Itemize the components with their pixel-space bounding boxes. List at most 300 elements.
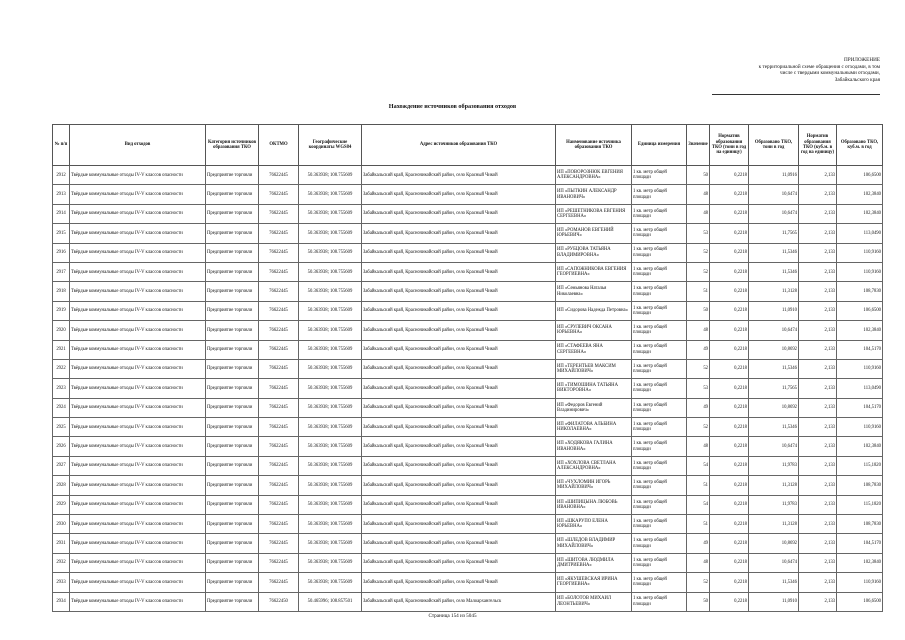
generated-tonnes-cell: 10,6474 [749, 553, 799, 572]
generated-tonnes-cell: 11,3128 [749, 515, 799, 534]
unit-cell: 1 кв. метр общей площади [632, 573, 687, 592]
coordinates-cell: 50.363938; 108.755609 [299, 418, 362, 437]
source-name-cell: ИП «ШИТОВА ЛЮДМИЛА ДМИТРИЕВНА» [556, 553, 632, 572]
table-row [53, 495, 883, 514]
table-row [53, 418, 883, 437]
norm-tonnes-cell: 0,2218 [710, 166, 749, 185]
generated-tonnes-cell: 11,7565 [749, 224, 799, 243]
generated-cubic-cell: 104,5170 [837, 398, 883, 417]
coordinates-cell: 50.363938; 108.755609 [299, 321, 362, 340]
waste-type-cell: Твёрдые коммунальные отходы IV-V классов опасности [70, 553, 206, 572]
address-cell: Забайкальский край, Красночикойский район, село Красный Чикой [362, 553, 556, 572]
oktmo-cell: 76622445 [259, 166, 299, 185]
unit-cell: 1 кв. метр общей площади [632, 166, 687, 185]
waste-type-cell: Твёрдые коммунальные отходы IV-V классов опасности [70, 359, 206, 378]
norm-cubic-cell: 2,133 [799, 282, 837, 301]
header-norm-cubic: Норматив образования ТКО (куб.м. в год на единицу) [799, 125, 837, 166]
address-cell: Забайкальский край, Красночикойский район, село Красный Чикой [362, 321, 556, 340]
table-row [53, 573, 883, 592]
generated-cubic-cell: 110,9160 [837, 418, 883, 437]
generated-tonnes-cell: 11,5346 [749, 418, 799, 437]
waste-type-cell: Твёрдые коммунальные отходы IV-V классов опасности [70, 321, 206, 340]
value-cell: 52 [687, 573, 710, 592]
generated-tonnes-cell: 11,9783 [749, 495, 799, 514]
unit-cell: 1 кв. метр общей площади [632, 359, 687, 378]
unit-cell: 1 кв. метр общей площади [632, 515, 687, 534]
generated-tonnes-cell: 11,9783 [749, 456, 799, 475]
table-row [53, 359, 883, 378]
generated-cubic-cell: 115,1820 [837, 495, 883, 514]
norm-cubic-cell: 2,133 [799, 321, 837, 340]
table-row [53, 398, 883, 417]
source-category-cell: Предприятие торговли [206, 359, 259, 378]
source-name-cell: ИП «САПОЖНИКОВА ЕВГЕНИЯ ГЕОРГИЕВНА» [556, 262, 632, 281]
generated-tonnes-cell: 11,0916 [749, 166, 799, 185]
source-name-cell: ИП «ФИЛАТОВА АЛЬБИНА НИКОЛАЕВНА» [556, 418, 632, 437]
coordinates-cell: 50.363938; 108.755609 [299, 456, 362, 475]
unit-cell: 1 кв. метр общей площади [632, 456, 687, 475]
source-name-cell: ИП «ШЛЕДОВ ВЛАДИМИР МИХАЙЛОВИЧ» [556, 534, 632, 553]
unit-cell: 1 кв. метр общей площади [632, 418, 687, 437]
coordinates-cell: 50.363938; 108.755609 [299, 553, 362, 572]
value-cell: 48 [687, 553, 710, 572]
address-cell: Забайкальский край, Красночикойский район, село Красный Чикой [362, 282, 556, 301]
table-row [53, 282, 883, 301]
norm-tonnes-cell: 0,2218 [710, 340, 749, 359]
norm-tonnes-cell: 0,2218 [710, 359, 749, 378]
coordinates-cell: 50.363938; 108.755609 [299, 301, 362, 320]
oktmo-cell: 76622445 [259, 301, 299, 320]
source-category-cell: Предприятие торговли [206, 379, 259, 398]
appendix-block [690, 57, 880, 83]
generated-cubic-cell: 104,5170 [837, 340, 883, 359]
coordinates-cell: 50.363938; 108.755609 [299, 243, 362, 262]
row-number-cell: 2922 [53, 359, 70, 378]
address-cell: Забайкальский край, Красночикойский район, село Красный Чикой [362, 534, 556, 553]
row-number-cell: 2923 [53, 379, 70, 398]
coordinates-cell: 50.363938; 108.755609 [299, 282, 362, 301]
norm-tonnes-cell: 0,2218 [710, 592, 749, 611]
unit-cell: 1 кв. метр общей площади [632, 495, 687, 514]
row-number-cell: 2918 [53, 282, 70, 301]
coordinates-cell: 50.363938; 108.755609 [299, 359, 362, 378]
source-name-cell: ИП «Семьянова Наталья Николаевна» [556, 282, 632, 301]
address-cell: Забайкальский край, Красночикойский район, село Красный Чикой [362, 573, 556, 592]
waste-type-cell: Твёрдые коммунальные отходы IV-V классов опасности [70, 379, 206, 398]
value-cell: 49 [687, 340, 710, 359]
unit-cell: 1 кв. метр общей площади [632, 243, 687, 262]
source-category-cell: Предприятие торговли [206, 301, 259, 320]
waste-type-cell: Твёрдые коммунальные отходы IV-V классов опасности [70, 282, 206, 301]
address-cell: Забайкальский край, Красночикойский район, село Красный Чикой [362, 515, 556, 534]
value-cell: 49 [687, 534, 710, 553]
generated-cubic-cell: 106,6500 [837, 166, 883, 185]
header-waste-type: Вид отходов [70, 125, 206, 166]
header-unit: Единица измерения [632, 125, 687, 166]
table-row [53, 262, 883, 281]
source-category-cell: Предприятие торговли [206, 282, 259, 301]
coordinates-cell: 50.363938; 108.755609 [299, 224, 362, 243]
norm-cubic-cell: 2,133 [799, 301, 837, 320]
value-cell: 49 [687, 398, 710, 417]
waste-type-cell: Твёрдые коммунальные отходы IV-V классов опасности [70, 224, 206, 243]
header-source-name: Наименование источника образования ТКО [556, 125, 632, 166]
header-value: Значение [687, 125, 710, 166]
table-row [53, 243, 883, 262]
generated-tonnes-cell: 11,0910 [749, 592, 799, 611]
generated-tonnes-cell: 10,6474 [749, 437, 799, 456]
table-row [53, 553, 883, 572]
generated-tonnes-cell: 10,8692 [749, 340, 799, 359]
norm-cubic-cell: 2,133 [799, 437, 837, 456]
norm-tonnes-cell: 0,2218 [710, 243, 749, 262]
waste-type-cell: Твёрдые коммунальные отходы IV-V классов опасности [70, 340, 206, 359]
value-cell: 52 [687, 359, 710, 378]
source-name-cell: ИП «ЯКУШЕВСКАЯ ИРИНА ГЕОРГИЕВНА» [556, 573, 632, 592]
norm-cubic-cell: 2,133 [799, 166, 837, 185]
norm-tonnes-cell: 0,2218 [710, 204, 749, 223]
source-category-cell: Предприятие торговли [206, 166, 259, 185]
address-cell: Забайкальский край, Красночикойский район, село Красный Чикой [362, 224, 556, 243]
row-number-cell: 2926 [53, 437, 70, 456]
generated-cubic-cell: 102,3840 [837, 321, 883, 340]
norm-cubic-cell: 2,133 [799, 340, 837, 359]
oktmo-cell: 76622445 [259, 553, 299, 572]
norm-tonnes-cell: 0,2218 [710, 553, 749, 572]
coordinates-cell: 50.363938; 108.755609 [299, 573, 362, 592]
generated-tonnes-cell: 10,8692 [749, 534, 799, 553]
sources-table [52, 124, 883, 612]
oktmo-cell: 76622445 [259, 359, 299, 378]
table-row [53, 301, 883, 320]
value-cell: 48 [687, 204, 710, 223]
norm-cubic-cell: 2,133 [799, 573, 837, 592]
waste-type-cell: Твёрдые коммунальные отходы IV-V классов опасности [70, 573, 206, 592]
appendix-line-1: к территориальной схеме обращения с отходами, в том [758, 63, 880, 70]
value-cell: 48 [687, 437, 710, 456]
generated-cubic-cell: 104,5170 [837, 534, 883, 553]
oktmo-cell: 76622445 [259, 476, 299, 495]
address-cell: Забайкальский край, Красночикойский район, село Красный Чикой [362, 476, 556, 495]
row-number-cell: 2929 [53, 495, 70, 514]
norm-tonnes-cell: 0,2218 [710, 379, 749, 398]
source-name-cell: ИП «РЕШЕТНИКОВА ЕВГЕНИЯ СЕРГЕЕВНА» [556, 204, 632, 223]
coordinates-cell: 50.363938; 108.755609 [299, 379, 362, 398]
oktmo-cell: 76622445 [259, 282, 299, 301]
unit-cell: 1 кв. метр общей площади [632, 321, 687, 340]
value-cell: 54 [687, 495, 710, 514]
waste-type-cell: Твёрдые коммунальные отходы IV-V классов опасности [70, 418, 206, 437]
norm-tonnes-cell: 0,2218 [710, 418, 749, 437]
table-body [53, 166, 883, 612]
address-cell: Забайкальский край, Красночикойский район, село Красный Чикой [362, 243, 556, 262]
source-category-cell: Предприятие торговли [206, 534, 259, 553]
coordinates-cell: 50.465996; 108.857501 [299, 592, 362, 611]
waste-type-cell: Твёрдые коммунальные отходы IV-V классов опасности [70, 166, 206, 185]
coordinates-cell: 50.363938; 108.755609 [299, 166, 362, 185]
oktmo-cell: 76622445 [259, 515, 299, 534]
address-cell: Забайкальский край, Красночикойский район, село Красный Чикой [362, 359, 556, 378]
generated-cubic-cell: 110,9160 [837, 262, 883, 281]
coordinates-cell: 50.363938; 108.755609 [299, 204, 362, 223]
waste-type-cell: Твёрдые коммунальные отходы IV-V классов опасности [70, 456, 206, 475]
source-name-cell: ИП «ШКАРУПО ЕЛЕНА ЮРЬЕВНА» [556, 515, 632, 534]
table-row [53, 592, 883, 611]
norm-tonnes-cell: 0,2218 [710, 224, 749, 243]
row-number-cell: 2914 [53, 204, 70, 223]
unit-cell: 1 кв. метр общей площади [632, 185, 687, 204]
waste-type-cell: Твёрдые коммунальные отходы IV-V классов опасности [70, 185, 206, 204]
generated-tonnes-cell: 11,7565 [749, 379, 799, 398]
value-cell: 53 [687, 224, 710, 243]
source-category-cell: Предприятие торговли [206, 573, 259, 592]
coordinates-cell: 50.363938; 108.755609 [299, 398, 362, 417]
source-category-cell: Предприятие торговли [206, 437, 259, 456]
table-header-row [53, 125, 883, 166]
source-name-cell: ИП «СТАФЕЕВА ЯНА СЕРГЕЕВНА» [556, 340, 632, 359]
row-number-cell: 2921 [53, 340, 70, 359]
oktmo-cell: 76622445 [259, 437, 299, 456]
header-oktmo: ОКТМО [259, 125, 299, 166]
norm-cubic-cell: 2,133 [799, 476, 837, 495]
generated-cubic-cell: 102,3840 [837, 553, 883, 572]
oktmo-cell: 76622445 [259, 573, 299, 592]
waste-type-cell: Твёрдые коммунальные отходы IV-V классов опасности [70, 476, 206, 495]
address-cell: Забайкальский край, Красночикойский район, село Красный Чикой [362, 398, 556, 417]
source-name-cell: ИП «ШИПИЦЫНА ЛЮБОВЬ ИВАНОВНА» [556, 495, 632, 514]
waste-type-cell: Твёрдые коммунальные отходы IV-V классов опасности [70, 204, 206, 223]
table-row [53, 321, 883, 340]
coordinates-cell: 50.363938; 108.755609 [299, 185, 362, 204]
generated-cubic-cell: 110,9160 [837, 243, 883, 262]
norm-tonnes-cell: 0,2218 [710, 437, 749, 456]
norm-tonnes-cell: 0,2218 [710, 534, 749, 553]
source-name-cell: ИП «ХОХЛОВА СВЕТЛАНА АЛЕКСАНДРОВНА» [556, 456, 632, 475]
appendix-line-3: Забайкальского края [834, 76, 880, 83]
row-number-cell: 2928 [53, 476, 70, 495]
generated-cubic-cell: 102,3840 [837, 185, 883, 204]
generated-tonnes-cell: 10,8692 [749, 398, 799, 417]
oktmo-cell: 76622445 [259, 379, 299, 398]
table-row [53, 456, 883, 475]
generated-cubic-cell: 108,7830 [837, 515, 883, 534]
generated-cubic-cell: 106,6500 [837, 301, 883, 320]
norm-tonnes-cell: 0,2218 [710, 185, 749, 204]
row-number-cell: 2913 [53, 185, 70, 204]
source-category-cell: Предприятие торговли [206, 340, 259, 359]
generated-tonnes-cell: 11,0910 [749, 301, 799, 320]
generated-cubic-cell: 102,3840 [837, 204, 883, 223]
generated-cubic-cell: 106,6500 [837, 592, 883, 611]
coordinates-cell: 50.363938; 108.755609 [299, 515, 362, 534]
source-name-cell: ИП «ХОДЯКОВА ГАЛИНА ИВАНОВНА» [556, 437, 632, 456]
address-cell: Забайкальский край, Красночикойский район, село Красный Чикой [362, 185, 556, 204]
generated-tonnes-cell: 11,3128 [749, 282, 799, 301]
source-category-cell: Предприятие торговли [206, 185, 259, 204]
coordinates-cell: 50.363938; 108.755609 [299, 262, 362, 281]
address-cell: Забайкальский край, Красночикойский район, село Красный Чикой [362, 437, 556, 456]
source-category-cell: Предприятие торговли [206, 592, 259, 611]
source-name-cell: ИП «ТЕРЕНТЬЕВ МАКСИМ МИХАЙЛОВИЧ» [556, 359, 632, 378]
source-category-cell: Предприятие торговли [206, 418, 259, 437]
row-number-cell: 2932 [53, 553, 70, 572]
norm-tonnes-cell: 0,2218 [710, 262, 749, 281]
generated-cubic-cell: 102,3840 [837, 437, 883, 456]
source-category-cell: Предприятие торговли [206, 495, 259, 514]
waste-type-cell: Твёрдые коммунальные отходы IV-V классов опасности [70, 592, 206, 611]
unit-cell: 1 кв. метр общей площади [632, 301, 687, 320]
norm-tonnes-cell: 0,2218 [710, 495, 749, 514]
unit-cell: 1 кв. метр общей площади [632, 592, 687, 611]
value-cell: 53 [687, 379, 710, 398]
oktmo-cell: 76622445 [259, 321, 299, 340]
value-cell: 51 [687, 515, 710, 534]
source-category-cell: Предприятие торговли [206, 553, 259, 572]
source-name-cell: ИП «РОМАНОВ ЕВГЕНИЙ ЮРЬЕВИЧ» [556, 224, 632, 243]
norm-tonnes-cell: 0,2218 [710, 282, 749, 301]
source-category-cell: Предприятие торговли [206, 456, 259, 475]
source-name-cell: ИП «СРУЛЕВИЧ ОКСАНА ЮРЬЕВНА» [556, 321, 632, 340]
table-row [53, 476, 883, 495]
value-cell: 50 [687, 166, 710, 185]
generated-cubic-cell: 113,0490 [837, 379, 883, 398]
table-row [53, 204, 883, 223]
address-cell: Забайкальский край, Красночикойский район, село Красный Чикой [362, 301, 556, 320]
value-cell: 52 [687, 243, 710, 262]
address-cell: Забайкальский край, Красночикойский район, село Красный Чикой [362, 418, 556, 437]
row-number-cell: 2916 [53, 243, 70, 262]
table-row [53, 166, 883, 185]
waste-type-cell: Твёрдые коммунальные отходы IV-V классов опасности [70, 515, 206, 534]
unit-cell: 1 кв. метр общей площади [632, 437, 687, 456]
row-number-cell: 2925 [53, 418, 70, 437]
source-name-cell: ИП «БОЛОТОВ МИХАИЛ ЛЕОНТЬЕВИЧ» [556, 592, 632, 611]
row-number-cell: 2912 [53, 166, 70, 185]
norm-tonnes-cell: 0,2218 [710, 398, 749, 417]
value-cell: 52 [687, 418, 710, 437]
document-title: Нахождение источников образования отходов [388, 103, 517, 110]
row-number-cell: 2920 [53, 321, 70, 340]
waste-type-cell: Твёрдые коммунальные отходы IV-V классов опасности [70, 301, 206, 320]
unit-cell: 1 кв. метр общей площади [632, 398, 687, 417]
norm-tonnes-cell: 0,2218 [710, 515, 749, 534]
header-norm-tonnes: Норматив образования ТКО (тонн в год на единицу) [710, 125, 749, 166]
address-cell: Забайкальский край, Красночикойский район, село Малоархангельск [362, 592, 556, 611]
address-cell: Забайкальский край, Красночикойский район, село Красный Чикой [362, 456, 556, 475]
norm-cubic-cell: 2,133 [799, 515, 837, 534]
source-name-cell: ИП «РУБЦОВА ТАТЬЯНА ВЛАДИМИРОВНА» [556, 243, 632, 262]
generated-tonnes-cell: 11,5346 [749, 359, 799, 378]
waste-type-cell: Твёрдые коммунальные отходы IV-V классов опасности [70, 495, 206, 514]
source-category-cell: Предприятие торговли [206, 515, 259, 534]
source-name-cell: ИП «Федоров Евгений Владимирович» [556, 398, 632, 417]
table-row [53, 534, 883, 553]
norm-cubic-cell: 2,133 [799, 592, 837, 611]
oktmo-cell: 76622445 [259, 262, 299, 281]
value-cell: 50 [687, 301, 710, 320]
norm-cubic-cell: 2,133 [799, 262, 837, 281]
coordinates-cell: 50.363938; 108.755609 [299, 534, 362, 553]
table-row [53, 515, 883, 534]
norm-cubic-cell: 2,133 [799, 243, 837, 262]
source-name-cell: ИП «ТИМОШИНА ТАТЬЯНА ВИКТОРОВНА» [556, 379, 632, 398]
oktmo-cell: 76622445 [259, 185, 299, 204]
row-number-cell: 2931 [53, 534, 70, 553]
source-name-cell: ИП «ЧУХЛОМИН ИГОРЬ МИХАЙЛОВИЧ» [556, 476, 632, 495]
value-cell: 51 [687, 476, 710, 495]
coordinates-cell: 50.363938; 108.755609 [299, 437, 362, 456]
unit-cell: 1 кв. метр общей площади [632, 204, 687, 223]
norm-tonnes-cell: 0,2218 [710, 301, 749, 320]
waste-type-cell: Твёрдые коммунальные отходы IV-V классов опасности [70, 243, 206, 262]
unit-cell: 1 кв. метр общей площади [632, 553, 687, 572]
address-cell: Забайкальский край, Красночикойский район, село Красный Чикой [362, 495, 556, 514]
generated-tonnes-cell: 10,6474 [749, 204, 799, 223]
coordinates-cell: 50.363938; 108.755609 [299, 495, 362, 514]
generated-tonnes-cell: 11,3128 [749, 476, 799, 495]
generated-tonnes-cell: 11,5346 [749, 243, 799, 262]
appendix-line-2: числе с твердыми коммунальными отходами, [779, 70, 880, 77]
coordinates-cell: 50.363938; 108.755609 [299, 476, 362, 495]
page-counter: Страница 154 из 5045 [428, 613, 477, 619]
header-coordinates: Географические координаты WGS84 [299, 125, 362, 166]
oktmo-cell: 76622445 [259, 534, 299, 553]
generated-tonnes-cell: 10,6474 [749, 185, 799, 204]
source-category-cell: Предприятие торговли [206, 321, 259, 340]
norm-tonnes-cell: 0,2218 [710, 321, 749, 340]
oktmo-cell: 76622445 [259, 340, 299, 359]
row-number-cell: 2919 [53, 301, 70, 320]
unit-cell: 1 кв. метр общей площади [632, 476, 687, 495]
value-cell: 52 [687, 262, 710, 281]
norm-cubic-cell: 2,133 [799, 418, 837, 437]
source-name-cell: ИП «Сидорова Надежда Петровна» [556, 301, 632, 320]
table-row [53, 340, 883, 359]
value-cell: 50 [687, 592, 710, 611]
norm-cubic-cell: 2,133 [799, 456, 837, 475]
generated-cubic-cell: 110,9160 [837, 359, 883, 378]
row-number-cell: 2930 [53, 515, 70, 534]
unit-cell: 1 кв. метр общей площади [632, 282, 687, 301]
norm-cubic-cell: 2,133 [799, 359, 837, 378]
oktmo-cell: 76622445 [259, 418, 299, 437]
waste-type-cell: Твёрдые коммунальные отходы IV-V классов опасности [70, 437, 206, 456]
address-cell: Забайкальский край, Красночикойский район, село Красный Чикой [362, 262, 556, 281]
norm-cubic-cell: 2,133 [799, 553, 837, 572]
waste-type-cell: Твёрдые коммунальные отходы IV-V классов опасности [70, 262, 206, 281]
header-source-category: Категория источников образования ТКО [206, 125, 259, 166]
row-number-cell: 2924 [53, 398, 70, 417]
unit-cell: 1 кв. метр общей площади [632, 379, 687, 398]
oktmo-cell: 76622445 [259, 456, 299, 475]
source-category-cell: Предприятие торговли [206, 398, 259, 417]
norm-cubic-cell: 2,133 [799, 379, 837, 398]
address-cell: Забайкальский край, Красночикойский район, село Красный Чикой [362, 379, 556, 398]
norm-cubic-cell: 2,133 [799, 185, 837, 204]
table-row [53, 437, 883, 456]
oktmo-cell: 76622445 [259, 495, 299, 514]
address-cell: Забайкальский край, Красночикойский район, село Красный Чикой [362, 340, 556, 359]
header-number: № п/п [53, 125, 70, 166]
source-category-cell: Предприятие торговли [206, 204, 259, 223]
unit-cell: 1 кв. метр общей площади [632, 262, 687, 281]
generated-cubic-cell: 108,7830 [837, 282, 883, 301]
source-category-cell: Предприятие торговли [206, 224, 259, 243]
row-number-cell: 2917 [53, 262, 70, 281]
row-number-cell: 2915 [53, 224, 70, 243]
unit-cell: 1 кв. метр общей площади [632, 340, 687, 359]
source-category-cell: Предприятие торговли [206, 243, 259, 262]
